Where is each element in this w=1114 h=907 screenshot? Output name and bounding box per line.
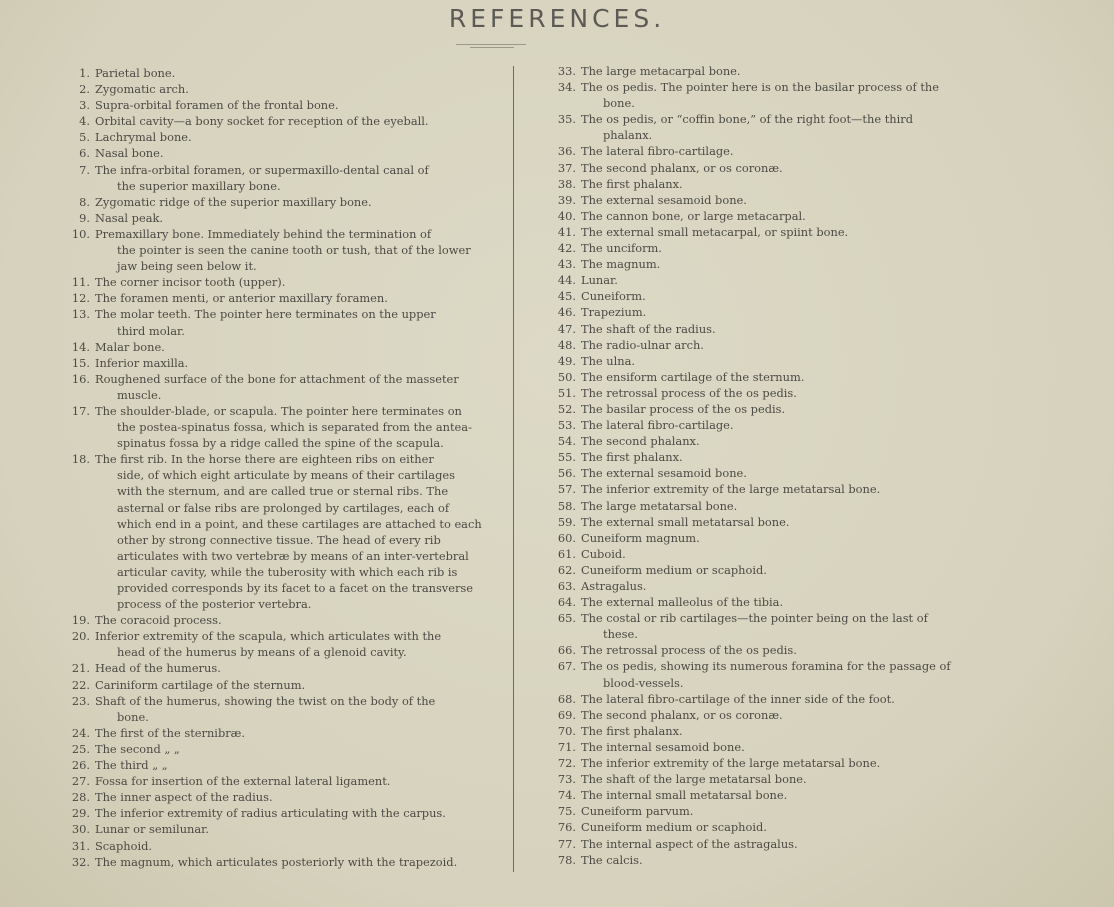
reference-item [548,176,968,192]
reference-text: Roughened surface of the bone for attachment of the masseter [95,371,459,386]
reference-text: Cuboid. [581,546,626,561]
reference-number: 32. [71,854,90,869]
reference-item [548,852,968,868]
reference-number: 67. [557,659,576,674]
reference-item [62,628,482,660]
reference-item [62,97,482,113]
reference-item [548,530,968,546]
reference-item [62,677,482,693]
reference-item [62,805,482,821]
reference-number: 72. [557,756,576,771]
reference-text: The second „ „ [95,741,180,756]
title-rule [456,44,526,45]
reference-text: The first rib. In the horse there are eighteen ribs on either [95,452,434,467]
reference-number: 63. [557,579,576,593]
reference-text: The calcis. [581,852,643,867]
reference-text: Scaphoid. [95,838,153,853]
reference-number: 12. [71,291,90,306]
reference-number: 19. [71,613,90,628]
reference-text: Cuneiform parvum. [581,804,694,819]
reference-text: Lunar or semilunar. [95,822,209,837]
reference-number: 40. [557,208,576,223]
reference-item [62,290,482,306]
reference-text: Lachrymal bone. [95,130,192,145]
reference-text: Astragalus. [581,579,647,593]
reference-text: The shaft of the large metatarsal bone. [581,772,807,787]
reference-number: 48. [557,337,576,352]
reference-item [548,353,968,369]
reference-number: 78. [557,852,576,867]
reference-text: The os pedis, showing its numerous foramina for the passage of [581,659,951,674]
reference-text-continued: the superior maxillary bone. [117,178,281,193]
reference-text: The internal sesamoid bone. [581,739,745,754]
reference-text: The internal aspect of the astragalus. [581,836,798,851]
reference-item [548,272,968,288]
reference-text: The os pedis, or “coffin bone,” of the right foot—the third [581,112,913,127]
reference-number: 54. [557,434,576,449]
reference-number: 65. [557,611,576,626]
reference-item [548,836,968,852]
reference-item [62,371,482,403]
reference-number: 11. [71,275,90,290]
reference-item [548,256,968,272]
reference-item [548,160,968,176]
reference-text: The external sesamoid bone. [581,466,747,481]
reference-item [548,658,968,690]
reference-number: 20. [71,629,90,644]
reference-item [548,304,968,320]
reference-text: Inferior maxilla. [95,355,189,370]
reference-item [62,821,482,837]
reference-number: 5. [79,130,90,145]
reference-item [62,660,482,676]
reference-number: 31. [71,838,90,853]
reference-text: The costal or rib cartilages—the pointer being on the last of [581,611,928,626]
reference-number: 69. [557,707,576,722]
reference-number: 3. [79,98,90,113]
reference-text: The os pedis. The pointer here is on the basilar process of the [581,80,940,95]
reference-text: The infra-orbital foramen, or supermaxillo-dental canal of [95,162,429,177]
reference-number: 39. [557,192,576,207]
right-reference-column [548,63,968,868]
reference-text: The radio-ulnar arch. [581,337,704,352]
reference-item [548,610,968,642]
reference-item [62,129,482,145]
reference-number: 74. [557,788,576,803]
reference-text: Cariniform cartilage of the sternum. [95,677,306,692]
reference-number: 71. [557,739,576,754]
reference-text: The second phalanx, or os coronæ. [581,160,783,175]
reference-text: The second phalanx. [581,434,700,449]
reference-text: Lunar. [581,273,618,288]
reference-item [62,226,482,274]
reference-text: Trapezium. [581,305,647,320]
reference-item [62,306,482,338]
reference-text-continued: blood-vessels. [603,675,684,690]
reference-item [548,723,968,739]
reference-text: Premaxillary bone. Immediately behind the termination of [95,226,432,241]
reference-item [548,819,968,835]
reference-number: 9. [79,210,90,225]
reference-item [548,707,968,723]
reference-number: 27. [71,774,90,789]
reference-text: The corner incisor tooth (upper). [95,275,286,290]
reference-number: 51. [557,385,576,400]
reference-text-continued: phalanx. [603,128,653,143]
reference-text: Inferior extremity of the scapula, which articulates with the [95,629,442,644]
reference-item [62,838,482,854]
reference-number: 26. [71,758,90,773]
reference-text: The lateral fibro-cartilage. [581,144,734,159]
reference-item [62,339,482,355]
reference-number: 44. [557,273,576,288]
reference-item [548,594,968,610]
reference-text: The first of the sternibræ. [95,725,246,740]
reference-item [548,691,968,707]
reference-item [548,755,968,771]
reference-number: 47. [557,321,576,336]
reference-number: 28. [71,790,90,805]
reference-text-continued: the pointer is seen the canine tooth or tush, that of the lower jaw being seen below it. [117,243,471,274]
reference-number: 38. [557,176,576,191]
reference-text: Nasal bone. [95,146,164,161]
reference-text: The ensiform cartilage of the sternum. [581,369,805,384]
reference-text: The first phalanx. [581,723,683,738]
reference-number: 53. [557,418,576,433]
reference-number: 50. [557,369,576,384]
reference-text: Cuneiform medium or scaphoid. [581,562,767,577]
reference-text: Head of the humerus. [95,661,221,676]
reference-number: 1. [79,66,90,80]
reference-item [548,642,968,658]
reference-item [548,111,968,143]
reference-number: 58. [557,498,576,513]
reference-text: The foramen menti, or anterior maxillary foramen. [95,291,388,306]
reference-number: 59. [557,514,576,529]
reference-text: The magnum. [581,257,661,272]
reference-number: 57. [557,482,576,497]
reference-number: 52. [557,401,576,416]
reference-item [62,451,482,612]
reference-number: 70. [557,723,576,738]
reference-item [62,773,482,789]
reference-text: The external small metacarpal, or spiint bone. [581,224,849,239]
reference-item [62,65,482,81]
reference-text: The inner aspect of the radius. [95,790,273,805]
reference-number: 10. [71,226,90,241]
reference-item [548,240,968,256]
reference-text: The lateral fibro-cartilage. [581,418,734,433]
reference-number: 76. [557,820,576,835]
reference-text-continued: third molar. [117,323,185,338]
reference-item [548,546,968,562]
reference-text: Malar bone. [95,339,165,354]
reference-number: 14. [71,339,90,354]
reference-item [548,803,968,819]
reference-item [62,81,482,97]
reference-text: The shaft of the radius. [581,321,716,336]
reference-item [62,789,482,805]
reference-number: 45. [557,289,576,304]
reference-number: 41. [557,224,576,239]
reference-item [548,562,968,578]
reference-text: The internal small metatarsal bone. [581,788,788,803]
reference-text: The second phalanx, or os coronæ. [581,707,783,722]
reference-text: The inferior extremity of the large metatarsal bone. [581,756,881,771]
reference-text: Cuneiform medium or scaphoid. [581,820,767,835]
reference-item [548,771,968,787]
reference-number: 7. [79,162,90,177]
reference-number: 66. [557,643,576,658]
reference-item [548,224,968,240]
reference-number: 33. [557,64,576,78]
reference-item [548,481,968,497]
reference-text: The retrossal process of the os pedis. [581,643,797,658]
reference-number: 55. [557,450,576,465]
reference-item [62,162,482,194]
reference-text: The large metatarsal bone. [581,498,738,513]
reference-text: Zygomatic arch. [95,82,189,97]
reference-number: 64. [557,595,576,610]
reference-number: 18. [71,452,90,467]
reference-number: 13. [71,307,90,322]
reference-text: The molar teeth. The pointer here terminates on the upper [95,307,436,322]
reference-item [62,693,482,725]
reference-number: 56. [557,466,576,481]
reference-text: Shaft of the humerus, showing the twist on the body of the [95,693,436,708]
reference-item [548,401,968,417]
reference-text-continued: side, of which eight articulate by means of their cartilages with the sternum, and are called true or sternal ribs. The asternal or false ribs are prolonged by cartilages, each of which end in a point, and these cartilages are attached to each other by strong connective tissue. The head of every rib articulates with two vertebræ by means of an inter-vertebral articular cavity, while the tuberosity with which each rib is provided corresponds by its facet to a facet on the transverse process of the posterior vertebra. [117,468,482,612]
reference-text: The external sesamoid bone. [581,192,747,207]
reference-number: 77. [557,836,576,851]
reference-text: The cannon bone, or large metacarpal. [581,208,806,223]
reference-item [548,288,968,304]
reference-item [548,465,968,481]
reference-text: The external malleolus of the tibia. [581,595,784,610]
reference-number: 25. [71,741,90,756]
reference-text-continued: muscle. [117,387,162,402]
reference-text-continued: bone. [117,709,149,724]
reference-item [62,194,482,210]
reference-number: 35. [557,112,576,127]
reference-item [548,208,968,224]
reference-text: Cuneiform magnum. [581,530,700,545]
reference-number: 75. [557,804,576,819]
reference-number: 73. [557,772,576,787]
page-title: REFERENCES. [448,4,666,33]
reference-item [548,417,968,433]
reference-text: Parietal bone. [95,66,176,80]
reference-text: The first phalanx. [581,450,683,465]
reference-number: 15. [71,355,90,370]
reference-text-continued: the postea-spinatus fossa, which is separated from the antea-spinatus fossa by a ridge called the spine of the scapula. [117,420,472,451]
reference-number: 49. [557,353,576,368]
column-divider [513,66,514,872]
reference-item [548,433,968,449]
reference-text: The ulna. [581,353,636,368]
reference-text-continued: these. [603,627,638,642]
reference-text: Zygomatic ridge of the superior maxillary bone. [95,194,372,209]
reference-text: Supra-orbital foramen of the frontal bone. [95,98,339,113]
reference-number: 30. [71,822,90,837]
reference-text: The shoulder-blade, or scapula. The pointer here terminates on [95,403,462,418]
reference-number: 21. [71,661,90,676]
left-reference-column [62,65,482,870]
reference-item [548,578,968,594]
reference-text: Orbital cavity—a bony socket for reception of the eyeball. [95,114,429,129]
reference-item [62,854,482,870]
reference-text: The inferior extremity of the large metatarsal bone. [581,482,881,497]
reference-text: The large metacarpal bone. [581,64,741,78]
reference-item [548,449,968,465]
reference-number: 61. [557,546,576,561]
reference-text: The third „ „ [95,758,168,773]
reference-text: The inferior extremity of radius articulating with the carpus. [95,806,446,821]
reference-item [548,79,968,111]
reference-item [548,739,968,755]
reference-number: 4. [79,114,90,129]
reference-text: The first phalanx. [581,176,683,191]
reference-item [62,274,482,290]
reference-text-continued: head of the humerus by means of a glenoid cavity. [117,645,407,660]
reference-item [548,787,968,803]
reference-text-continued: bone. [603,96,635,111]
reference-number: 22. [71,677,90,692]
reference-number: 37. [557,160,576,175]
reference-item [62,355,482,371]
reference-text: Nasal peak. [95,210,164,225]
reference-item [548,369,968,385]
reference-number: 29. [71,806,90,821]
reference-number: 36. [557,144,576,159]
reference-number: 68. [557,691,576,706]
reference-number: 42. [557,241,576,256]
reference-item [548,143,968,159]
reference-number: 60. [557,530,576,545]
reference-item [548,385,968,401]
reference-number: 17. [71,403,90,418]
reference-text: The lateral fibro-cartilage of the inner side of the foot. [581,691,895,706]
title-rule-short [470,47,514,48]
reference-text: The magnum, which articulates posteriorly with the trapezoid. [95,854,458,869]
reference-text: The coracoid process. [95,613,222,628]
reference-number: 23. [71,693,90,708]
reference-item [62,757,482,773]
reference-item [62,403,482,451]
reference-item [548,63,968,79]
reference-text: The external small metatarsal bone. [581,514,790,529]
reference-text: The basilar process of the os pedis. [581,401,786,416]
reference-item [548,192,968,208]
reference-item [548,498,968,514]
reference-number: 16. [71,371,90,386]
reference-text: The retrossal process of the os pedis. [581,385,797,400]
reference-item [62,612,482,628]
reference-item [62,145,482,161]
reference-text: The unciform. [581,241,662,256]
reference-number: 43. [557,257,576,272]
reference-number: 8. [79,194,90,209]
reference-item [62,210,482,226]
reference-item [548,514,968,530]
reference-number: 34. [557,80,576,95]
reference-text: Fossa for insertion of the external lateral ligament. [95,774,391,789]
reference-number: 24. [71,725,90,740]
reference-item [548,321,968,337]
reference-number: 46. [557,305,576,320]
reference-number: 2. [79,82,90,97]
reference-item [62,113,482,129]
reference-item [548,337,968,353]
reference-number: 62. [557,562,576,577]
reference-item [62,725,482,741]
reference-text: Cuneiform. [581,289,646,304]
reference-item [62,741,482,757]
reference-number: 6. [79,146,90,161]
